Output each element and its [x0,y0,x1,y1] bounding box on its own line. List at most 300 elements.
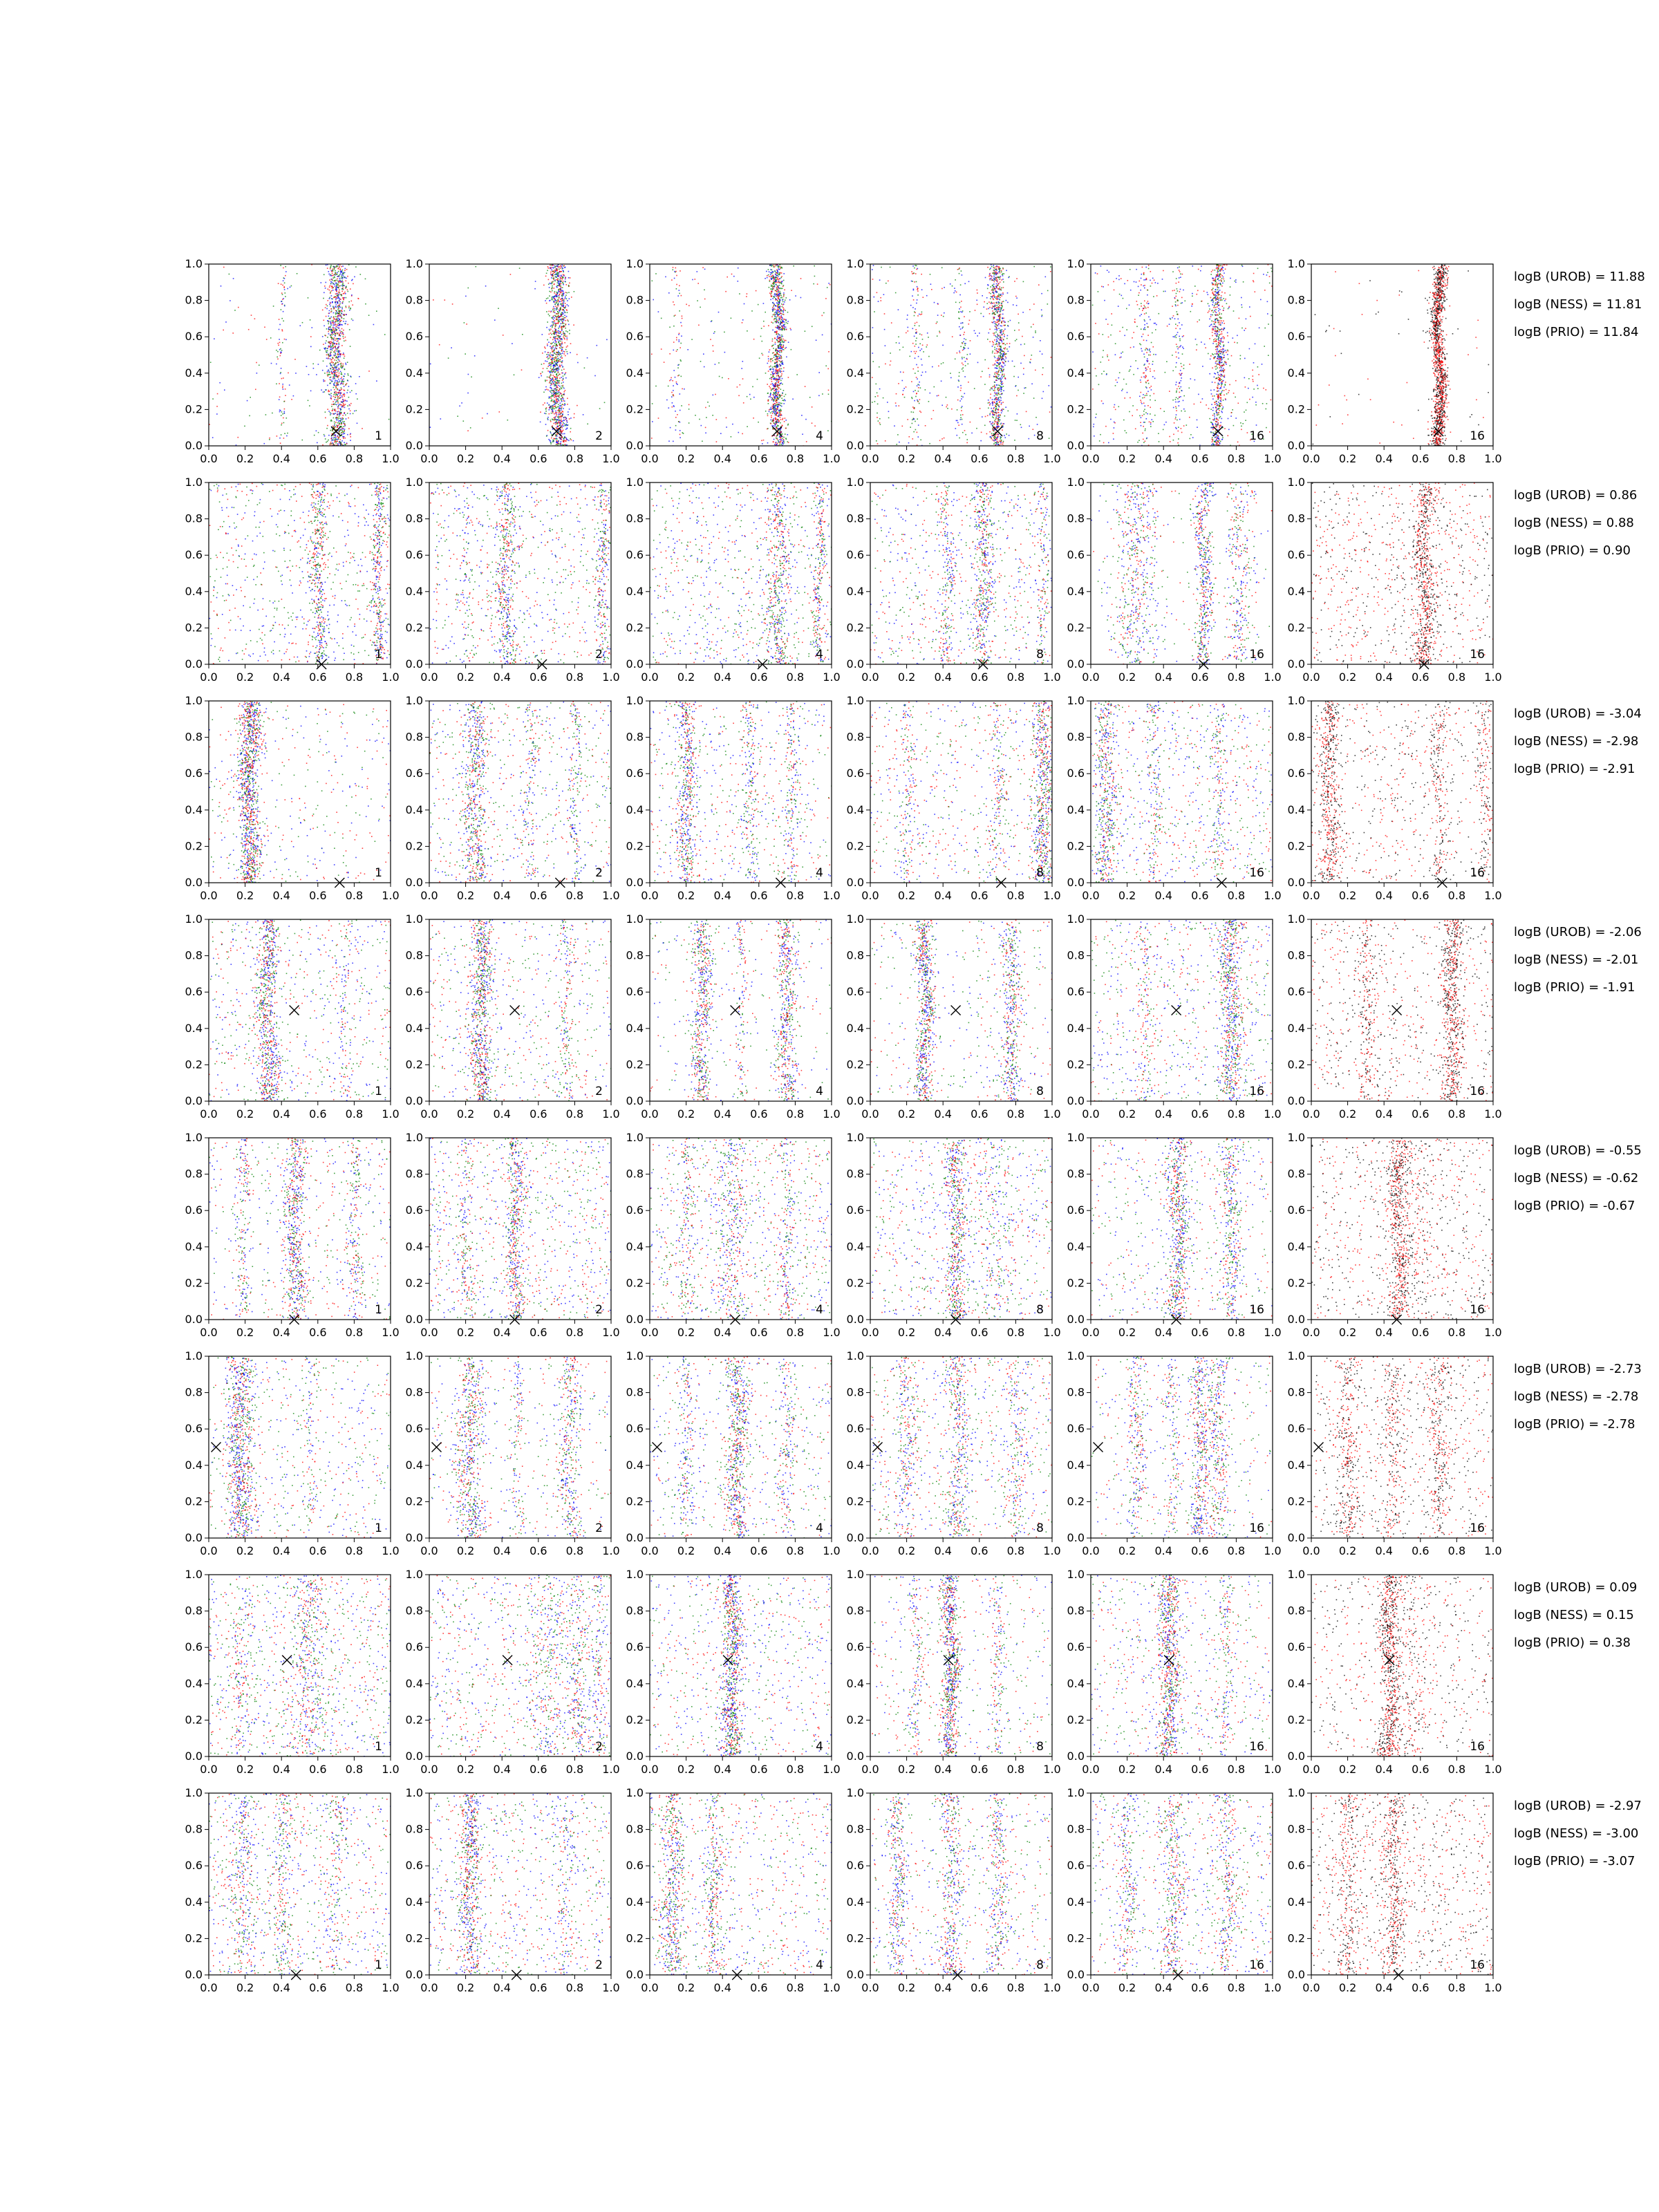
scatter-point [959,302,961,303]
scatter-point [330,438,332,440]
scatter-point [651,354,653,355]
scatter-point [995,350,997,352]
scatter-point [563,368,565,370]
scatter-point [343,336,344,337]
scatter-point [340,392,341,393]
scatter-point [995,360,997,362]
scatter-point [964,316,965,317]
scatter-point [563,441,565,442]
scatter-point [561,341,563,343]
scatter-point [328,333,330,335]
scatter-point [332,381,333,382]
scatter-point [341,377,342,378]
scatter-point [256,373,258,374]
scatter-point [330,330,332,332]
scatter-point [342,401,344,402]
scatter-point [555,295,556,297]
scatter-point [342,421,344,422]
scatter-point [770,294,771,295]
scatter-point [335,357,337,359]
scatter-point [330,265,332,266]
scatter-point [1029,426,1030,427]
scatter-point [778,279,780,281]
scatter-point [554,361,556,362]
scatter-point [563,422,564,424]
scatter-point [890,361,892,362]
scatter-point [560,332,561,334]
scatter-point [336,338,337,339]
scatter-point [559,420,561,421]
scatter-point [772,360,774,362]
scatter-point [334,425,335,427]
scatter-point [341,420,343,421]
scatter-point [773,348,774,349]
plot-area [429,264,611,446]
scatter-point [773,411,774,412]
scatter-point [678,421,679,422]
scatter-point [558,301,559,302]
scatter-point [562,347,563,348]
scatter-point [337,436,339,438]
scatter-point [345,400,346,402]
scatter-point [561,315,562,317]
scatter-point [771,292,772,294]
scatter-point [346,314,347,315]
scatter-point [558,341,559,343]
scatter-point [345,363,346,364]
scatter-point [714,331,715,332]
scatter-point [550,433,552,434]
scatter-point [550,382,551,383]
scatter-point [341,310,342,311]
scatter-point [959,294,961,296]
scatter-point [560,398,561,400]
scatter-point [336,297,337,298]
scatter-point [778,391,780,392]
scatter-point [555,303,556,305]
scatter-point [339,330,341,331]
scatter-point [561,295,563,297]
scatter-point [679,290,680,291]
scatter-point [782,301,784,303]
scatter-point [337,354,339,355]
scatter-point [330,443,332,444]
scatter-point [564,317,565,319]
scatter-point [781,357,782,359]
scatter-point [692,279,693,281]
scatter-point [332,338,334,339]
scatter-point [339,270,341,271]
scatter-point [327,371,328,372]
scatter-point [781,350,782,352]
scatter-point [332,409,334,410]
scatter-point [332,347,334,348]
scatter-point [775,395,776,397]
scatter-point [339,433,341,434]
scatter-point [557,299,559,301]
scatter-point [561,388,563,390]
scatter-point [343,353,344,354]
scatter-point [344,381,345,382]
scatter-point [774,413,776,414]
scatter-point [888,418,890,419]
scatter-point [556,368,557,369]
scatter-point [565,390,566,391]
scatter-point [777,404,778,405]
scatter-point [556,365,558,366]
scatter-point [554,413,555,415]
scatter-point [778,329,780,330]
scatter-point [681,326,682,327]
scatter-point [1041,293,1042,294]
scatter-point [341,430,343,431]
scatter-point [780,288,782,290]
scatter-point [334,359,335,361]
scatter-point [554,390,555,391]
scatter-point [549,407,550,409]
x-tick-label: 0.6 [309,452,326,465]
scatter-point [324,373,326,374]
scatter-point [672,402,673,404]
scatter-point [776,421,777,422]
scatter-point [552,271,554,272]
scatter-point [565,425,566,427]
scatter-point [551,334,552,335]
scatter-point [550,383,552,384]
scatter-point [564,308,565,309]
scatter-point [554,272,556,273]
scatter-point [333,394,335,395]
scatter-point [339,443,341,444]
scatter-point [494,319,496,321]
scatter-point [373,324,375,326]
scatter-point [556,286,557,288]
scatter-point [741,368,742,369]
scatter-point [554,372,556,373]
scatter-point [573,324,574,326]
scatter-point [771,415,772,417]
scatter-point [339,311,340,312]
scatter-point [332,275,333,276]
scatter-point [281,423,283,424]
scatter-point [359,376,360,377]
scatter-point [282,342,283,344]
scatter-point [565,277,566,279]
scatter-point [338,354,339,355]
scatter-point [560,268,561,269]
scatter-point [952,285,953,287]
scatter-point [553,383,554,384]
scatter-point [335,328,337,330]
scatter-point [1042,374,1043,375]
scatter-point [347,434,348,435]
scatter-point [699,419,700,420]
scatter-point [782,268,783,269]
scatter-point [775,419,776,420]
scatter-point [340,444,341,445]
scatter-point [357,298,359,299]
scatter-point [335,437,337,438]
scatter-point [547,377,548,378]
scatter-point [713,332,715,334]
scatter-point [346,392,348,393]
scatter-point [812,326,813,328]
scatter-point [780,339,782,340]
scatter-point [782,393,783,395]
scatter-point [280,355,281,357]
scatter-point [771,377,772,378]
scatter-point [564,315,565,317]
scatter-point [343,383,344,384]
scatter-point [780,348,782,349]
scatter-point [344,318,345,319]
scatter-point [773,286,774,288]
scatter-point [565,417,567,418]
scatter-point [338,439,339,440]
scatter-point [550,421,552,422]
scatter-point [342,436,344,438]
scatter-point [1033,303,1035,305]
scatter-point [1008,277,1009,279]
scatter-point [770,272,771,274]
scatter-point [962,424,963,425]
scatter-point [341,429,342,430]
scatter-point [467,430,469,431]
scatter-point [768,361,769,362]
scatter-point [343,299,344,301]
scatter-point [279,438,281,439]
scatter-point [774,357,775,358]
scatter-point [773,400,774,401]
scatter-point [878,420,879,422]
scatter-point [675,425,677,427]
scatter-point [499,411,500,413]
scatter-point [348,306,350,307]
scatter-point [776,435,777,437]
scatter-point [566,284,568,285]
scatter-point [994,382,995,383]
scatter-point [551,438,552,439]
scatter-point [566,444,568,446]
scatter-point [964,343,966,344]
scatter-point [324,285,326,287]
scatter-point [346,281,347,282]
scatter-point [777,328,778,329]
scatter-point [1014,330,1015,331]
scatter-point [775,442,776,444]
scatter-point [785,428,787,429]
scatter-point [331,271,332,272]
scatter-point [339,418,341,419]
scatter-point [558,304,559,306]
scatter-point [556,344,557,345]
scatter-point [546,389,547,391]
scatter-point [577,405,578,406]
scatter-point [778,320,779,321]
scatter-point [565,292,567,293]
scatter-point [784,396,785,397]
scatter-point [333,334,335,335]
scatter-point [339,423,341,424]
scatter-point [768,358,769,359]
scatter-point [430,427,431,428]
scatter-point [777,395,778,396]
scatter-point [564,326,565,327]
scatter-point [556,307,558,308]
scatter-point [561,349,563,350]
scatter-point [774,439,775,440]
scatter-point [778,292,779,293]
scatter-point [559,380,561,382]
scatter-point [553,368,554,369]
scatter-point [341,333,343,335]
scatter-point [793,265,794,267]
scatter-point [771,265,773,266]
scatter-point [557,276,559,277]
scatter-point [774,393,775,395]
scatter-point [559,368,560,370]
scatter-point [985,277,986,279]
scatter-point [989,329,991,330]
scatter-point [555,388,556,389]
scatter-point [332,358,334,359]
scatter-point [341,381,342,382]
scatter-point [350,405,351,406]
scatter-point [344,354,345,355]
scatter-point [308,297,309,299]
scatter-point [568,271,570,272]
scatter-point [561,423,562,424]
scatter-point [330,377,332,378]
scatter-point [959,438,960,439]
scatter-point [335,363,336,364]
scatter-point [779,397,780,398]
scatter-point [554,382,555,383]
scatter-point [964,345,966,346]
scatter-point [779,436,780,438]
scatter-point [343,403,344,404]
scatter-point [346,418,347,420]
scatter-point [561,413,562,415]
scatter-point [564,391,565,393]
scatter-point [681,335,682,337]
scatter-point [778,420,780,422]
scatter-point [789,299,791,301]
scatter-point [559,418,560,420]
scatter-point [776,312,778,314]
scatter-point [776,339,778,340]
scatter-point [780,380,782,382]
scatter-point [565,349,567,350]
scatter-point [348,308,350,309]
scatter-point [324,391,326,393]
scatter-point [785,400,786,402]
scatter-point [312,327,313,328]
scatter-point [776,415,778,416]
scatter-point [346,364,347,366]
scatter-point [559,266,560,268]
scatter-point [566,440,568,441]
scatter-point [339,356,341,357]
scatter-point [776,289,778,290]
scatter-point [918,424,919,426]
scatter-point [556,375,558,377]
scatter-point [335,296,336,297]
scatter-point [584,368,585,369]
scatter-point [915,390,916,391]
scatter-point [558,371,559,372]
scatter-point [771,316,773,317]
scatter-point [376,310,377,312]
scatter-point [781,346,782,348]
scatter-point [917,315,919,317]
scatter-point [996,343,997,344]
scatter-point [1005,406,1006,408]
scatter-point [336,320,337,321]
scatter-point [563,320,565,321]
scatter-point [776,426,778,427]
scatter-point [560,289,561,290]
scatter-point [1001,382,1002,383]
scatter-point [328,324,329,325]
scatter-point [776,371,777,372]
y-tick-label: 0.2 [406,402,423,415]
scatter-point [967,439,968,440]
scatter-point [777,279,778,281]
scatter-point [560,402,561,404]
scatter-point [335,353,336,354]
scatter-point [554,288,555,289]
scatter-point [780,309,782,310]
scatter-point [547,344,548,345]
scatter-point [777,326,778,327]
scatter-point [776,320,778,321]
scatter-point [993,288,994,289]
scatter-point [341,288,343,290]
scatter-point [266,339,268,340]
scatter-point [547,371,549,372]
scatter-point [348,418,349,419]
scatter-point [697,300,698,301]
scatter-point [1001,412,1002,413]
scatter-point [559,279,561,281]
scatter-point [324,380,326,382]
scatter-point [1002,341,1003,343]
scatter-point [350,434,351,435]
scatter-point [780,405,782,406]
scatter-point [318,432,319,433]
scatter-point [547,417,549,418]
scatter-point [567,404,568,405]
scatter-point [556,406,558,408]
scatter-point [564,436,565,438]
scatter-point [772,383,774,384]
scatter-point [335,340,336,341]
scatter-point [346,286,347,288]
scatter-point [795,295,796,297]
scatter-point [688,404,690,406]
scatter-point [800,278,802,279]
scatter-point [339,381,341,382]
scatter-point [778,398,780,400]
x-tick-label: 1.0 [823,452,840,465]
scatter-point [522,334,523,335]
scatter-point [773,315,774,316]
scatter-point [291,399,292,400]
scatter-point [330,308,332,310]
scatter-point [771,384,772,385]
scatter-point [563,375,564,377]
